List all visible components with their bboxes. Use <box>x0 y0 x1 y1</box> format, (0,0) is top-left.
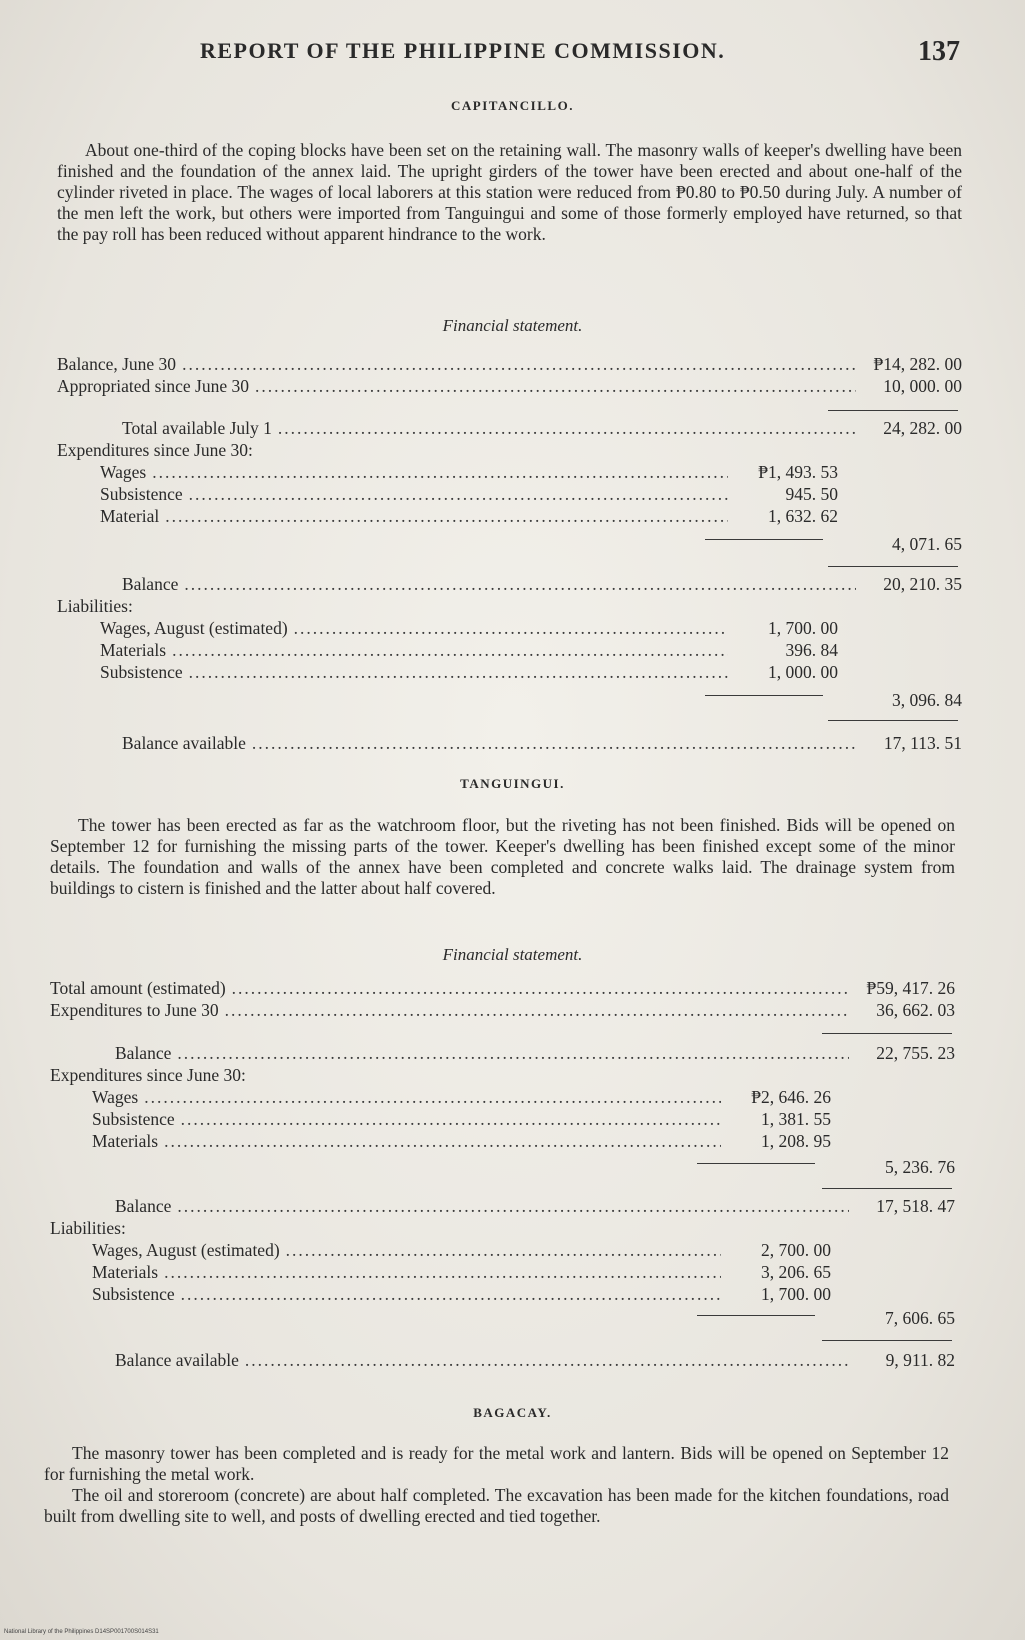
capitancillo-paragraph: About one-third of the coping blocks have been set on the retaining wall. The masonry walls of keeper's dwelling have been finished and the foundation of the annex laid. The upright girders of the tower have been erected and about one-half of the cylinder riveted in place. The wages of local laborers at this station were reduced from ₱0.80 to ₱0.50 during July. A number of the men left the work, but others were imported from Tanguingui and some of those formerly employed have returned, so that the pay roll has been reduced without apparent hindrance to the work. <box>57 140 962 244</box>
bagacay-paragraph-2: The oil and storeroom (concrete) are about half completed. The excavation has been made for the kitchen foundations, road built from dwelling site to well, and posts of dwelling erected and tied together. <box>44 1485 949 1526</box>
page-number: 137 <box>918 36 960 67</box>
fin-row: Wages ..... ₱2, 646. 26 <box>92 1087 955 1109</box>
tanguingui-financial-caption: Financial statement. <box>442 945 583 964</box>
section-heading-capitancillo: CAPITANCILLO. <box>451 98 574 113</box>
fin-row: Liabilities: <box>50 1218 126 1238</box>
fin-row: Liabilities: <box>57 596 133 616</box>
sum-rule <box>828 720 958 721</box>
fin-row: Material ..... 1, 632. 62 <box>100 506 962 528</box>
fin-row: Total amount (estimated) ..... ₱59, 417. 26 <box>50 978 955 1000</box>
fin-row: Materials ..... 3, 206. 65 <box>92 1262 955 1284</box>
fin-row: 5, 236. 76 <box>885 1157 955 1177</box>
capitancillo-financial-caption: Financial statement. <box>442 316 583 335</box>
sum-rule <box>828 410 958 411</box>
fin-row: 4, 071. 65 <box>892 534 962 554</box>
report-title: REPORT OF THE PHILIPPINE COMMISSION. <box>200 38 726 63</box>
fin-row: 7, 606. 65 <box>885 1308 955 1328</box>
sum-rule <box>822 1188 952 1189</box>
fin-row: Balance available ..... 9, 911. 82 <box>115 1350 955 1372</box>
fin-row: Balance available ..... 17, 113. 51 <box>122 733 962 755</box>
tanguingui-paragraph: The tower has been erected as far as the watchroom floor, but the riveting has not been finished. Bids will be opened on September 12 for furnishing the missing parts of the tower. Keeper's dwelling has been finished except some of the minor details. The foundation and walls of the annex have been completed and concrete walks laid. The drainage system from buildings to cistern is finished and the latter about half covered. <box>50 815 955 898</box>
scan-footer-note: National Library of the Philippines D14SP001700S014S31 <box>4 1629 159 1635</box>
section-heading-tanguingui: TANGUINGUI. <box>460 776 565 791</box>
bagacay-paragraph-1: The masonry tower has been completed and is ready for the metal work and lantern. Bids will be opened on September 12 for furnishing the metal work. <box>44 1443 949 1484</box>
fin-row: Wages, August (estimated) ..... 2, 700. 00 <box>92 1240 955 1262</box>
fin-row: 3, 096. 84 <box>892 690 962 710</box>
running-head <box>200 36 960 72</box>
sum-rule <box>828 566 958 567</box>
fin-row: Subsistence ..... 945. 50 <box>100 484 962 506</box>
sum-rule <box>822 1033 952 1034</box>
fin-row: Wages ..... ₱1, 493. 53 <box>100 462 962 484</box>
fin-row: Expenditures since June 30: <box>50 1065 246 1085</box>
fin-row: Appropriated since June 30 ..... 10, 000. 00 <box>57 376 962 398</box>
fin-row: Total available July 1 ..... 24, 282. 00 <box>122 418 962 440</box>
fin-row: Balance ..... 17, 518. 47 <box>115 1196 955 1218</box>
section-heading-bagacay: BAGACAY. <box>473 1405 552 1420</box>
fin-row: Wages, August (estimated) ..... 1, 700. 00 <box>100 618 962 640</box>
sum-rule <box>822 1340 952 1341</box>
fin-row: Materials ..... 1, 208. 95 <box>92 1131 955 1153</box>
fin-row: Expenditures since June 30: <box>57 440 253 460</box>
fin-row: Subsistence ..... 1, 000. 00 <box>100 662 962 684</box>
fin-row: Balance ..... 22, 755. 23 <box>115 1043 955 1065</box>
fin-row: Balance ..... 20, 210. 35 <box>122 574 962 596</box>
fin-row: Expenditures to June 30 ..... 36, 662. 03 <box>50 1000 955 1022</box>
fin-row: Materials ..... 396. 84 <box>100 640 962 662</box>
fin-row: Subsistence ..... 1, 381. 55 <box>92 1109 955 1131</box>
fin-row: Subsistence ..... 1, 700. 00 <box>92 1284 955 1306</box>
fin-row: Balance, June 30 ..... ₱14, 282. 00 <box>57 354 962 376</box>
